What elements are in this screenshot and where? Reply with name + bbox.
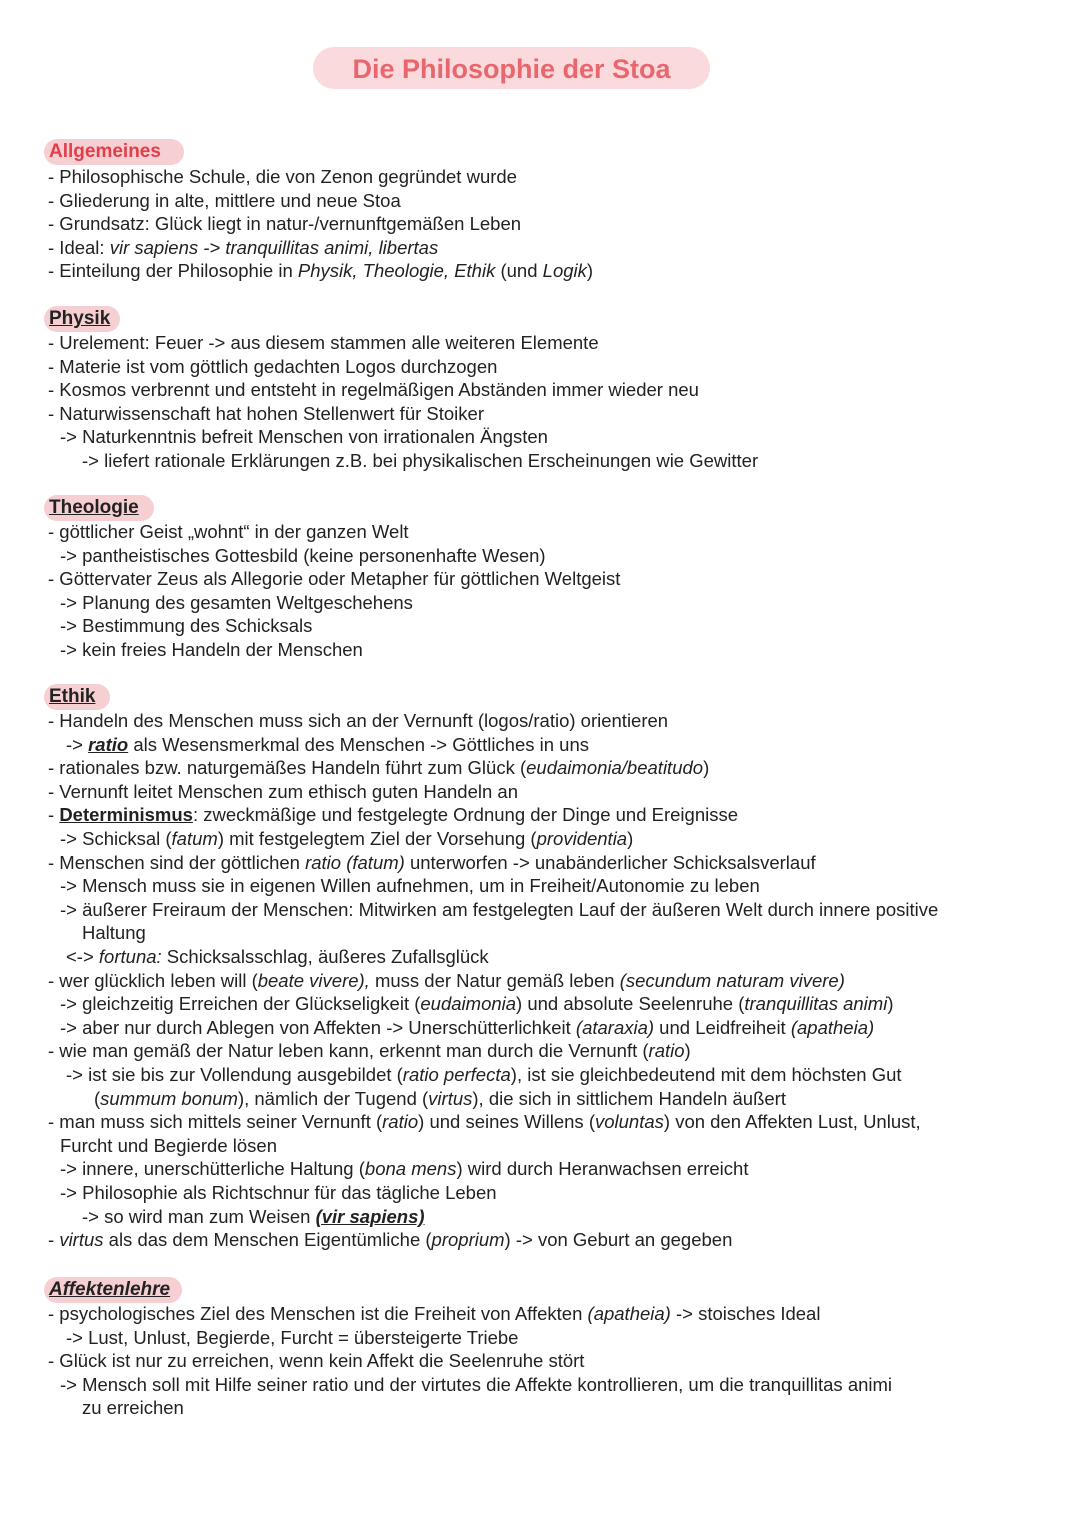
text-line: (summum bonum), nämlich der Tugend (virtus), die sich in sittlichem Handeln äußert [94,1087,786,1109]
text-line: -> Mensch soll mit Hilfe seiner ratio und der virtutes die Affekte kontrollieren, um die tranquillitas animi [60,1373,893,1395]
text-line: -> kein freies Handeln der Menschen [60,639,363,660]
text-line: - Vernunft leitet Menschen zum ethisch guten Handeln an [48,780,518,802]
text-line: -> Planung des gesamten Weltgeschehens [60,591,413,613]
text-line: -> innere, unerschütterliche Haltung (bona mens) wird durch Heranwachsen erreicht [60,1158,749,1180]
section-heading: Allgemeines [44,139,184,165]
text-line: <-> fortuna: Schicksalsschlag, äußeres Zufallsglück [66,946,489,967]
text-line: - Menschen sind der göttlichen ratio (fatum) unterworfen -> unabänderlicher Schicksalsverlauf [48,851,816,873]
text-line: Haltung [82,922,146,944]
text-line: - man muss sich mittels seiner Vernunft (ratio) und seines Willens (voluntas) von den Affekten Lust, Unlust, [48,1111,921,1133]
text-line: -> Schicksal (fatum) mit festgelegtem Ziel der Vorsehung (providentia) [60,828,634,849]
text-line: -> Lust, Unlust, Begierde, Furcht = übersteigerte Triebe [66,1326,519,1348]
text-line: - Gliederung in alte, mittlere und neue Stoa [48,189,401,211]
text-line: - Philosophische Schule, die von Zenon gegründet wurde [48,166,517,187]
text-line: - Determinismus: zweckmäßige und festgelegte Ordnung der Dinge und Ereignisse [48,804,739,826]
text-line: - psychologisches Ziel des Menschen ist die Freiheit von Affekten (apatheia) -> stoisches Ideal [48,1303,821,1324]
text-line: - Urelement: Feuer -> aus diesem stammen alle weiteren Elemente [48,332,599,353]
text-line: -> pantheistisches Gottesbild (keine personenhafte Wesen) [60,544,546,566]
text-line: -> aber nur durch Ablegen von Affekten -> Unerschütterlichkeit (ataraxia) und Leidfreiheit (apatheia) [60,1016,875,1038]
section-heading: Affektenlehre [44,1277,182,1303]
text-line: - Materie ist vom göttlich gedachten Logos durchzogen [48,355,498,377]
section-heading: Ethik [44,684,110,710]
text-line: - wie man gemäß der Natur leben kann, erkennt man durch die Vernunft (ratio) [48,1040,691,1062]
text-line: - Ideal: vir sapiens -> tranquillitas animi, libertas [48,236,439,258]
text-line: zu erreichen [82,1397,184,1419]
text-line: -> Philosophie als Richtschnur für das tägliche Leben [60,1182,497,1203]
page-title: Die Philosophie der Stoa [313,47,710,89]
text-line: Furcht und Begierde lösen [60,1134,277,1156]
text-line: - wer glücklich leben will (beate vivere), muss der Natur gemäß leben (secundum naturam vivere) [48,969,845,991]
text-line: -> Mensch muss sie in eigenen Willen aufnehmen, um in Freiheit/Autonomie zu leben [60,875,760,897]
text-line: - Glück ist nur zu erreichen, wenn kein Affekt die Seelenruhe stört [48,1350,585,1372]
text-line: -> Bestimmung des Schicksals [60,615,313,637]
text-line: -> so wird man zum Weisen (vir sapiens) [82,1205,425,1227]
text-line: - göttlicher Geist „wohnt“ in der ganzen Welt [48,521,409,542]
text-line: -> ist sie bis zur Vollendung ausgebildet (ratio perfecta), ist sie gleichbedeutend mit dem höchsten Gut [66,1064,902,1085]
text-line: - Grundsatz: Glück liegt in natur-/vernunftgemäßen Leben [48,213,522,235]
text-line: -> liefert rationale Erklärungen z.B. bei physikalischen Erscheinungen wie Gewitter [82,450,759,471]
text-line: -> äußerer Freiraum der Menschen: Mitwirken am festgelegten Lauf der äußeren Welt durch innere positive [60,898,939,920]
text-line: - rationales bzw. naturgemäßes Handeln führt zum Glück (eudaimonia/beatitudo) [48,757,710,779]
text-line: -> ratio als Wesensmerkmal des Menschen -> Göttliches in uns [66,733,590,755]
text-line: -> gleichzeitig Erreichen der Glückseligkeit (eudaimonia) und absolute Seelenruhe (tranquillitas animi) [60,993,894,1015]
text-line: - Göttervater Zeus als Allegorie oder Metapher für göttlichen Weltgeist [48,568,621,590]
text-line: - Naturwissenschaft hat hohen Stellenwert für Stoiker [48,402,484,424]
text-line: - Einteilung der Philosophie in Physik, Theologie, Ethik (und Logik) [48,260,594,282]
section-heading: Physik [44,306,120,332]
text-line: - Kosmos verbrennt und entsteht in regelmäßigen Abständen immer wieder neu [48,379,699,401]
text-line: -> Naturkenntnis befreit Menschen von irrationalen Ängsten [60,426,548,448]
text-line: - Handeln des Menschen muss sich an der Vernunft (logos/ratio) orientieren [48,710,669,731]
section-heading: Theologie [44,495,154,521]
text-line: - virtus als das dem Menschen Eigentümliche (proprium) -> von Geburt an gegeben [48,1229,733,1251]
